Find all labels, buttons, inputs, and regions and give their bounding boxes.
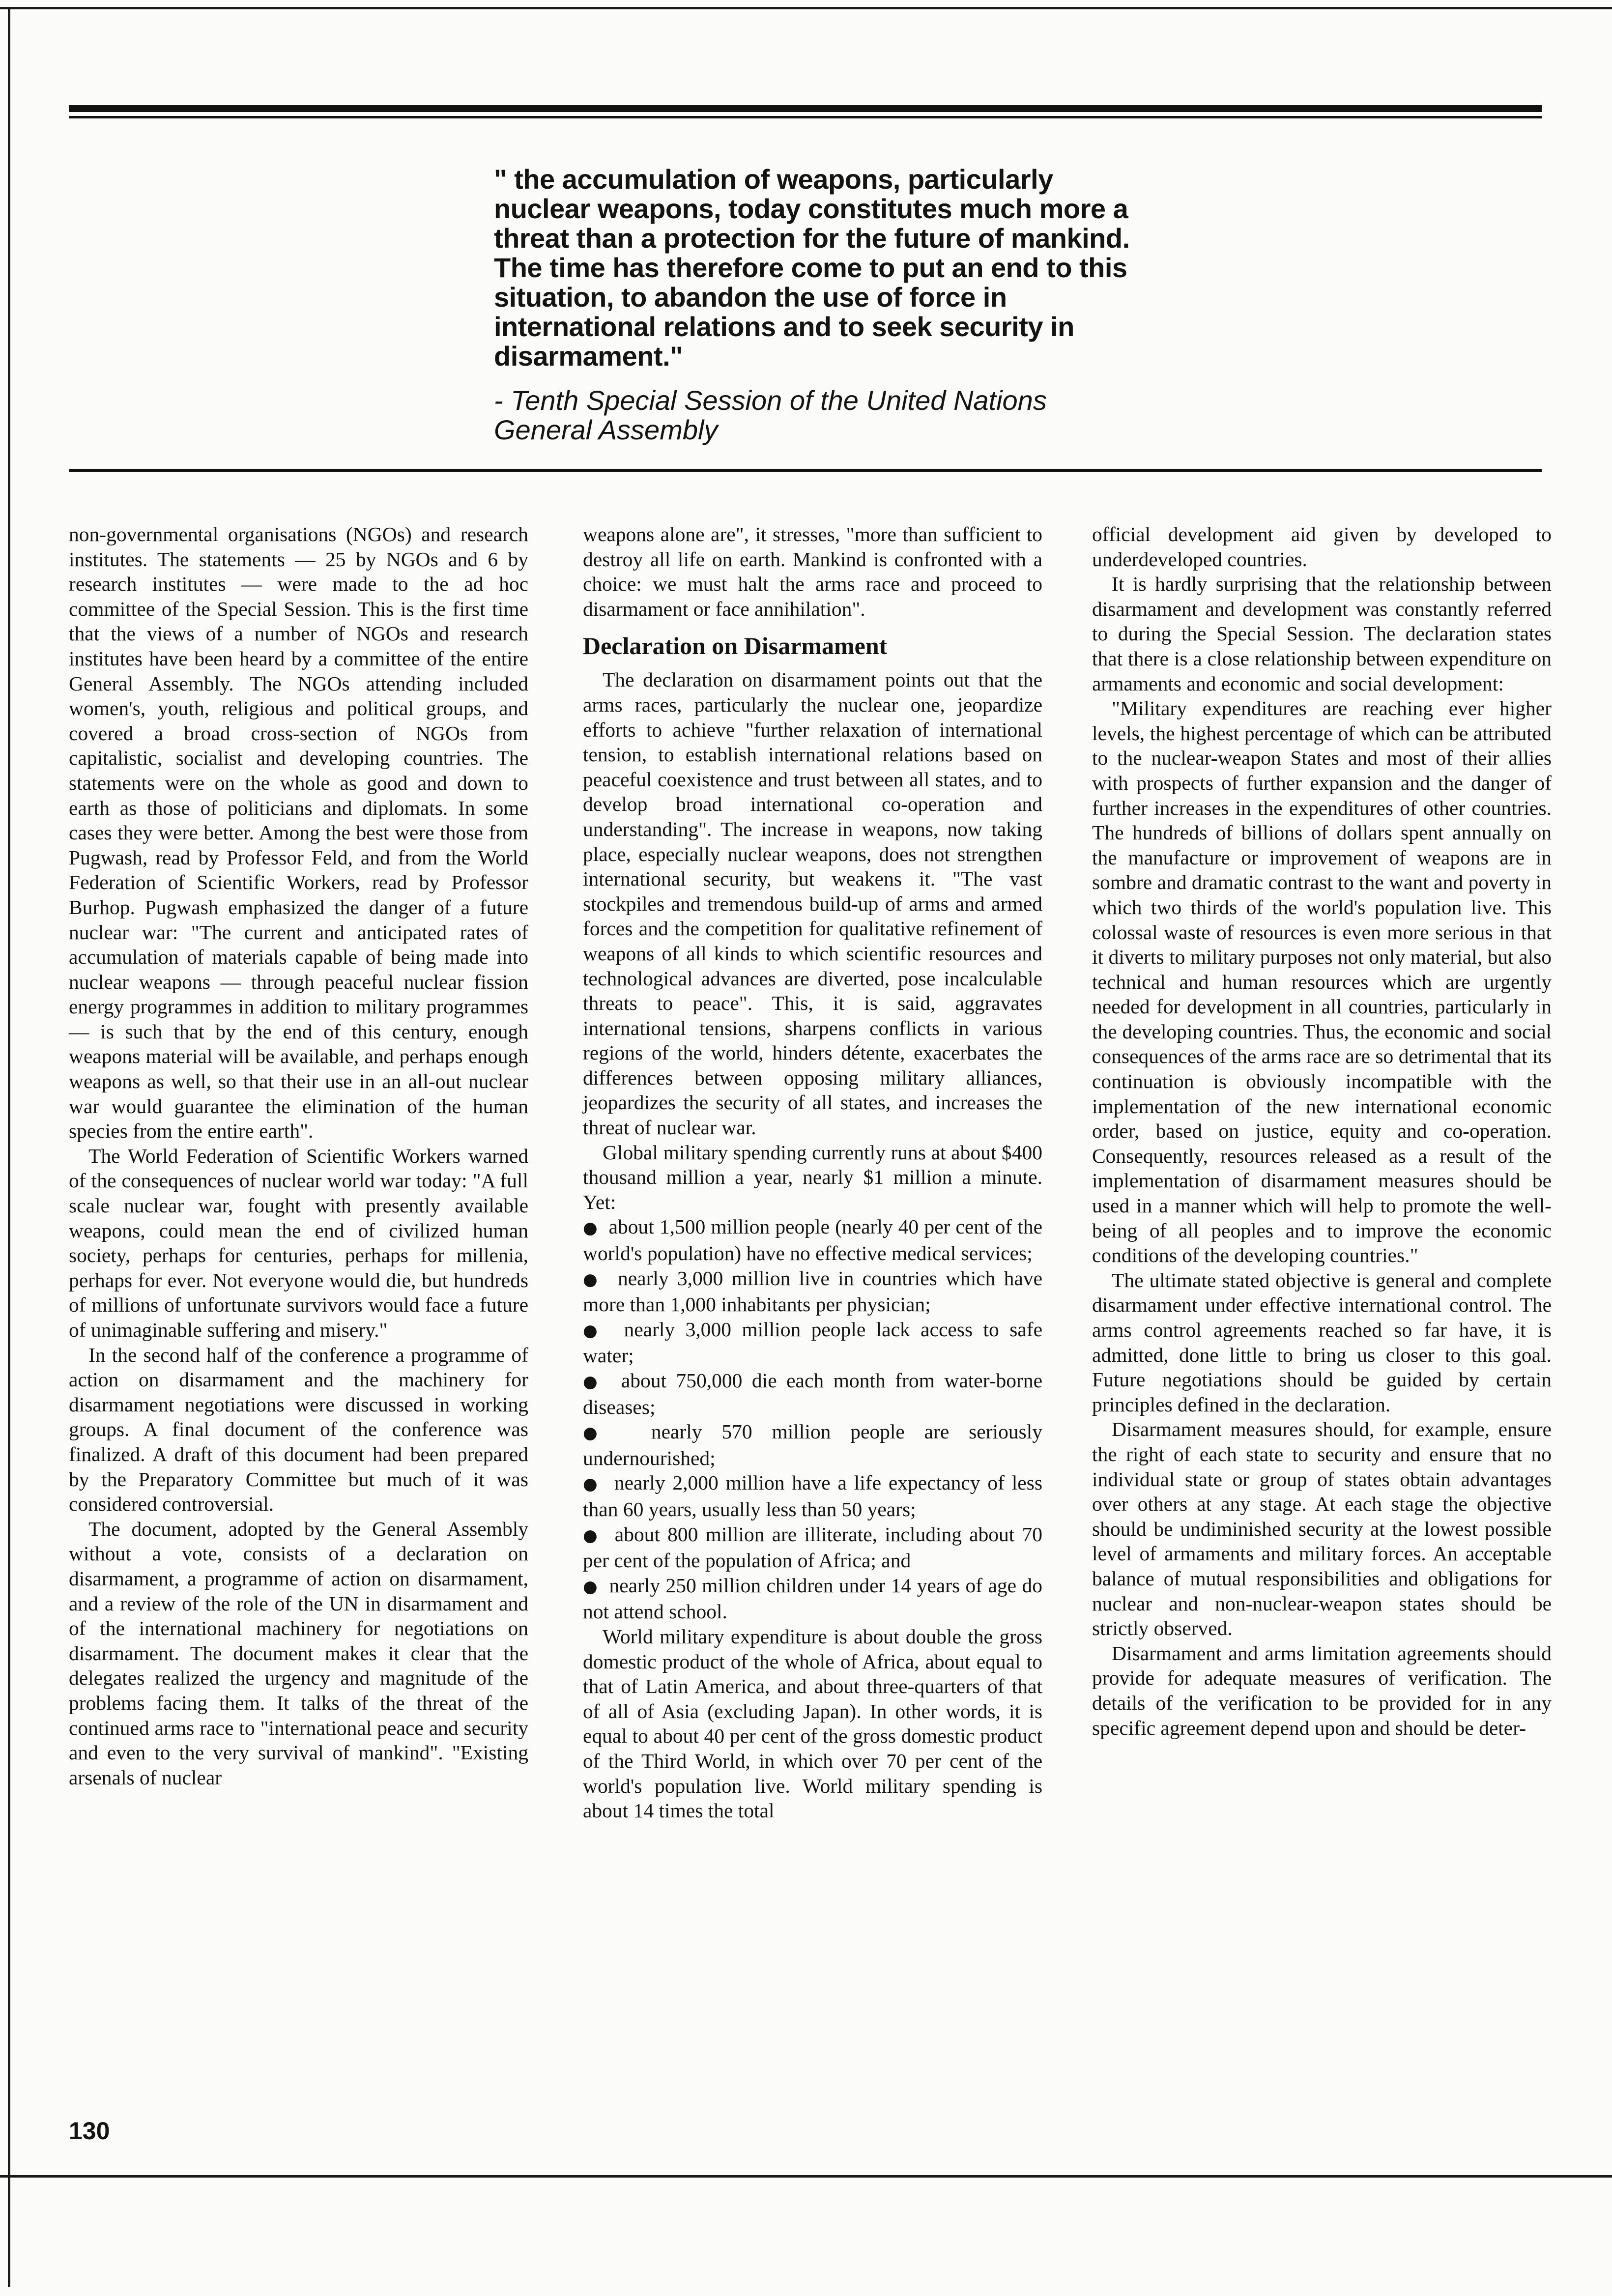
text-column-3 bbox=[1092, 522, 1552, 1740]
paragraph: Global military spending currently runs at about $400 thousand million a year, nearly $1 million a minute. Yet: bbox=[583, 1141, 1042, 1213]
paragraph: World military expenditure is about double the gross domestic product of the whole of Africa, about equal to that of Latin America, and about three-quarters of that of all of Asia (excluding Japan). In other words, it is equal to about 40 per cent of the gross domestic product of the Third World, in which over 70 per cent of the world's population live. World military spending is about 14 times the total bbox=[583, 1625, 1042, 1822]
list-item: ● about 800 million are illiterate, including about 70 per cent of the population of Africa; and bbox=[583, 1522, 1042, 1572]
paragraph: The ultimate stated objective is general and complete disarmament under effective international control. The arms control agreements reached so far have, it is admitted, done little to bring us closer to this goal. Future negotiations should be guided by certain principles defined in the declaration. bbox=[1092, 1268, 1552, 1416]
text-column-1 bbox=[69, 522, 528, 1790]
bullet-list bbox=[583, 1214, 1042, 1624]
page-number: 130 bbox=[69, 2117, 110, 2145]
paragraph: official development aid given by developed to underdeveloped countries. bbox=[1092, 523, 1552, 571]
paragraph: It is hardly surprising that the relationship between disarmament and development was constantly referred to during the Special Session. The declaration states that there is a close relationship between expenditure on armaments and economic and social development: bbox=[1092, 573, 1552, 695]
list-item: ● about 750,000 die each month from water-borne diseases; bbox=[583, 1369, 1043, 1418]
quote-source: - Tenth Special Session of the United Nations General Assembly bbox=[494, 385, 1047, 445]
list-item: ● nearly 570 million people are seriously undernourished; bbox=[583, 1420, 1043, 1469]
top-rule-thin bbox=[69, 116, 1542, 118]
paragraph: The document, adopted by the General Assembly without a vote, consists of a declaration on disarmament, a programme of action on disarmament, and a review of the role of the UN in disarmament and of the international machinery for negotiations on disarmament. The document makes it clear that the delegates realized the urgency and magnitude of the problems facing them. It talks of the threat of the continued arms race to "international peace and security and even to the very survival of mankind". "Existing arsenals of nuclear bbox=[69, 1517, 528, 1789]
list-item: ● nearly 3,000 million live in countries which have more than 1,000 inhabitants per physician; bbox=[583, 1266, 1042, 1316]
paragraph: Disarmament and arms limitation agreements should provide for adequate measures of verification. The details of the verification to be provided for in any specific agreement depend upon and should be deter- bbox=[1092, 1641, 1552, 1739]
paragraph: "Military expenditures are reaching ever higher levels, the highest percentage of which can be attributed to the nuclear-weapon States and most of their allies with prospects of further expansion and the danger of further increases in the expenditures of other countries. The hundreds of billions of dollars spent annually on the manufacture or improvement of weapons are in sombre and dramatic contrast to the want and poverty in which two thirds of the world's population live. This colossal waste of resources is even more serious in that it diverts to military purposes not only material, but also technical and human resources which are urgently needed for development in all countries, particularly in the developing countries. Thus, the economic and social consequences of the arms race are so detrimental that its continuation is obviously incompatible with the implementation of the new international economic order, based on justice, equity and co-operation. Consequently, resources released as a result of the implementation of disarmament measures should be used in a manner which will help to promote the well-being of all peoples and to improve the economic conditions of the developing countries." bbox=[1092, 697, 1552, 1267]
quote-bottom-rule bbox=[69, 469, 1542, 472]
bullet-icon: ● bbox=[583, 1320, 603, 1341]
page-border-top bbox=[0, 7, 1612, 9]
quote-text: " the accumulation of weapons, particularly nuclear weapons, today constitutes much more a threat than a protection for the future of mankind. The time has therefore come to put an end to this situation, to abandon the use of force in international relations and to seek security in disarmament." bbox=[494, 164, 1130, 372]
paragraph: non-governmental organisations (NGOs) and research institutes. The statements — 25 by NGOs and 6 by research institutes — were made to the ad hoc committee of the Special Session. This is the first time that the views of a number of NGOs and research institutes have been heard by a committee of the entire General Assembly. The NGOs attending included women's, youth, religious and political groups, and covered a broad cross-section of NGOs from capitalistic, socialist and developing countries. The statements were on the whole as good and down to earth as those of politicians and diplomats. In some cases they were better. Among the best were those from Pugwash, read by Professor Feld, and from the World Federation of Scientific Workers, read by Professor Burhop. Pugwash emphasized the danger of a future nuclear war: "The current and anticipated rates of accumulation of materials capable of being made into nuclear weapons — through peaceful nuclear fission energy programmes in addition to military programmes — is such that by the end of this century, enough weapons material will be available, and perhaps enough weapons as well, so that their use in an all-out nuclear war would guarantee the elimination of the human species from the entire earth". bbox=[69, 523, 528, 1143]
page-border-left bbox=[8, 7, 10, 2287]
list-item: ● nearly 2,000 million have a life expectancy of less than 60 years, usually less than 50 years; bbox=[583, 1471, 1043, 1521]
list-item: ● nearly 3,000 million people lack access to safe water; bbox=[583, 1318, 1043, 1367]
list-item: ● about 1,500 million people (nearly 40 per cent of the world's population) have no effective medical services; bbox=[583, 1215, 1043, 1265]
paragraph: The World Federation of Scientific Workers warned of the consequences of nuclear world war today: "A full scale nuclear war, fought with presently available weapons, could mean the end of civilized human society, perhaps for centuries, perhaps for millenia, perhaps for ever. Not everyone would die, but hundreds of millions of unfortunate survivors would face a future of unimaginable suffering and misery." bbox=[69, 1144, 528, 1341]
pull-quote bbox=[494, 165, 1133, 445]
paragraph: Disarmament measures should, for example, ensure the right of each state to security and ensure that no individual state or group of states obtain advantages over others at any stage. At each stage the objective should be undiminished security at the lowest possible level of armaments and military forces. An acceptable balance of mutual responsibilities and obligations for nuclear and non-nuclear-weapon states should be strictly observed. bbox=[1092, 1418, 1552, 1640]
bullet-icon: ● bbox=[583, 1525, 600, 1546]
page-border-bottom bbox=[0, 2175, 1612, 2178]
bullet-icon: ● bbox=[583, 1372, 602, 1392]
paragraph: The declaration on disarmament points out that the arms races, particularly the nuclear one, jeopardize efforts to achieve "further relaxation of international tension, to establish international relations based on peaceful coexistence and trust between all states, and to develop broad international co-operation and understanding". The increase in weapons, now taking place, especially nuclear weapons, does not strengthen international security, but weakens it. "The vast stockpiles and tremendous build-up of arms and armed forces and the competition for qualitative refinement of weapons of all kinds to which scientific resources and technological advances are diverted, pose incalculable threats to peace". This, it is said, aggravates international tensions, sharpens conflicts in various regions of the world, hinders détente, exacerbates the differences between opposing military alliances, jeopardizes the security of all states, and increases the threat of nuclear war. bbox=[583, 668, 1042, 1139]
section-heading: Declaration on Disarmament bbox=[583, 632, 888, 660]
top-rule-thick bbox=[69, 105, 1542, 112]
bullet-icon: ● bbox=[583, 1474, 600, 1494]
bullet-icon: ● bbox=[583, 1577, 598, 1597]
text-column-2 bbox=[583, 522, 1042, 1823]
bullet-icon: ● bbox=[583, 1269, 601, 1290]
paragraph: weapons alone are", it stresses, "more than sufficient to destroy all life on earth. Mankind is confronted with a choice: we must halt the arms race and proceed to disarmament or face annihilation". bbox=[583, 523, 1042, 620]
list-item: ● nearly 250 million children under 14 years of age do not attend school. bbox=[583, 1574, 1042, 1623]
bullet-icon: ● bbox=[583, 1218, 598, 1238]
paragraph: In the second half of the conference a programme of action on disarmament and the machinery for disarmament negotiations were discussed in working groups. A final document of the conference was finalized. A draft of this document had been prepared by the Preparatory Committee but much of it was considered controversial. bbox=[69, 1343, 528, 1516]
bullet-icon: ● bbox=[583, 1423, 612, 1443]
